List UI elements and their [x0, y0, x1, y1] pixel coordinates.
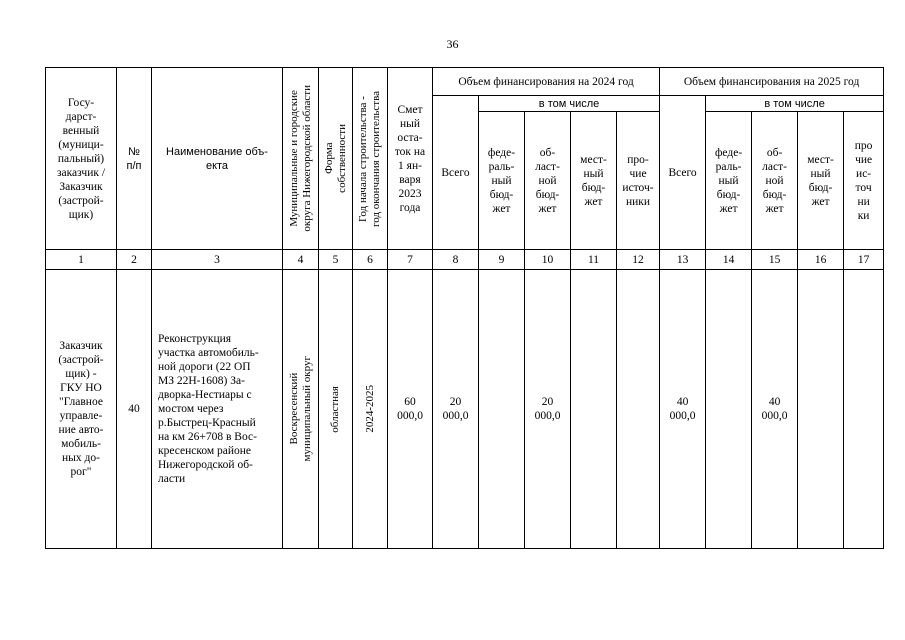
header-years-cell	[353, 68, 388, 250]
header-including-2024: в том числе	[479, 96, 660, 112]
header-regional-2025: об- ласт- ной бюд- жет	[752, 112, 798, 250]
column-number: 6	[353, 250, 388, 270]
header-years: Год начала строительства - год окончания строительства	[357, 90, 382, 227]
row-other-2024	[617, 270, 660, 549]
header-federal-2024: феде- раль- ный бюд- жет	[479, 112, 525, 250]
row-regional-2024: 20 000,0	[525, 270, 571, 549]
column-number: 7	[388, 250, 433, 270]
column-number: 2	[117, 250, 152, 270]
column-number: 11	[571, 250, 617, 270]
row-years: 2024-2025	[363, 385, 376, 433]
row-local-2025	[798, 270, 844, 549]
row-years-cell	[353, 270, 388, 549]
row-number: 40	[117, 270, 152, 549]
row-total-2024: 20 000,0	[433, 270, 479, 549]
header-funding-2025: Объем финансирования на 2025 год	[660, 68, 884, 96]
row-local-2024	[571, 270, 617, 549]
row-federal-2025	[706, 270, 752, 549]
header-number: № п/п	[117, 68, 152, 250]
row-other-2025	[844, 270, 884, 549]
column-number: 5	[319, 250, 353, 270]
column-number: 14	[706, 250, 752, 270]
header-object-name: Наименование объ- екта	[152, 68, 283, 250]
column-number: 17	[844, 250, 884, 270]
page-number: 36	[446, 37, 459, 51]
column-number: 13	[660, 250, 706, 270]
row-customer: Заказчик (застрой- щик) - ГКУ НО "Главное управле- ние авто- мобиль- ных до- рог"	[46, 270, 117, 549]
row-municipality-cell	[283, 270, 319, 549]
header-local-2024: мест- ный бюд- жет	[571, 112, 617, 250]
financing-table	[45, 67, 884, 549]
row-municipality: Воскресенский муниципальный округ	[287, 356, 313, 462]
column-number: 4	[283, 250, 319, 270]
header-regional-2024: об- ласт- ной бюд- жет	[525, 112, 571, 250]
row-regional-2025: 40 000,0	[752, 270, 798, 549]
header-federal-2025: феде- раль- ный бюд- жет	[706, 112, 752, 250]
header-estimate: Смет ный оста- ток на 1 ян- варя 2023 года	[388, 68, 433, 250]
row-ownership-cell	[319, 270, 353, 549]
table-row	[46, 270, 884, 549]
column-number: 16	[798, 250, 844, 270]
column-number: 12	[617, 250, 660, 270]
row-total-2025: 40 000,0	[660, 270, 706, 549]
header-funding-2024: Объем финансирования на 2024 год	[433, 68, 660, 96]
row-object-name: Реконструкция участка автомобиль- ной дороги (22 ОП МЗ 22Н-1608) За- дворка-Нестиары с мостом через р.Быстрец-Красный на км 26+708 в Вос- кресенском районе Нижегородской об- ласти	[152, 270, 283, 549]
row-federal-2024	[479, 270, 525, 549]
column-number: 1	[46, 250, 117, 270]
header-including-2025: в том числе	[706, 96, 884, 112]
column-number: 15	[752, 250, 798, 270]
row-ownership: областная	[329, 385, 341, 433]
header-ownership-cell	[319, 68, 353, 250]
header-other-2024: про- чие источ- ники	[617, 112, 660, 250]
header-total-2025: Всего	[660, 96, 706, 250]
column-number: 9	[479, 250, 525, 270]
header-ownership: Форма собственности	[322, 124, 348, 193]
row-estimate: 60 000,0	[388, 270, 433, 549]
column-number: 8	[433, 250, 479, 270]
column-number-row	[46, 250, 884, 270]
column-number: 10	[525, 250, 571, 270]
header-customer: Госу- дарст- венный (муници- пальный) заказчик / Заказчик (застрой- щик)	[46, 68, 117, 250]
header-municipality-cell	[283, 68, 319, 250]
header-local-2025: мест- ный бюд- жет	[798, 112, 844, 250]
column-number: 3	[152, 250, 283, 270]
header-total-2024: Всего	[433, 96, 479, 250]
header-other-2025: про чие ис- точ ни ки	[844, 112, 884, 250]
header-municipality: Муниципальные и городские округа Нижегородской области	[287, 85, 313, 232]
